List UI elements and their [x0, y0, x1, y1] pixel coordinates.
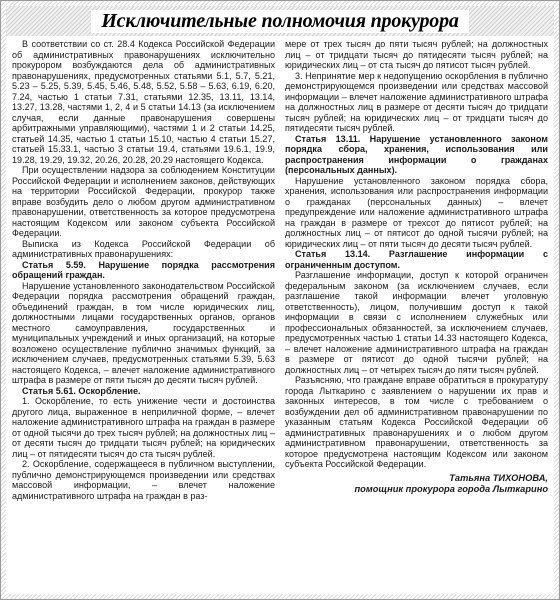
- section-heading: Статья 5.59. Нарушение порядка рассмотрения обращений граждан.: [12, 259, 275, 280]
- paragraph: В соответствии со ст. 28.4 Кодекса Российской Федерации об административных правонарушениях исключительно прокурором возбуждаются дела об административных правонарушениях, предусмотренных статьями 5.1, 5.7, 5.21, 5.23 – 5.25, 5.39, 5.45, 5.46, 5.48, 5.52, 5.58 – 5.63, 6.19, 6.20, 7.24, частью 1 статьи 7.31, статьями 12.35, 13.11, 13.14, 13.27, 13.28, частями 1, 2, 4 и 5 статьи 14.13 (за исключением случая, если данные правонарушения совершены арбитражными управляющими), частями 1 и 2 статьи 14.25, статьей 14.35, частью 1 статьи 15.10, частью 4 статьи 15.27, статьей 15.33.1, частью 3 статьи 19.4, статьями 19.6.1, 19.9, 19.28, 19.29, 19.32, 20.26, 20.28, 20.29 настоящего Кодекса.: [12, 39, 275, 165]
- paragraph: 2. Оскорбление, содержащееся в публичном выступлении, публично демонстрирующемся произведении или средствах массовой информации, – влечет наложение административного штрафа на граждан в раз-: [12, 459, 275, 501]
- paragraph: Нарушение установленного законодательством Российской Федерации порядка рассмотрения обращений граждан, объединений граждан, в том числе юридических лиц, должностными лицами государственных органов, органов местного самоуправления, государственных и муниципальных учреждений и иных организаций, на которые возложено осуществление публично значимых функций, за исключением случаев, предусмотренных статьями 5.39, 5.63 настоящего Кодекса, – влечет наложение административного штрафа в размере от пяти тысяч до десяти тысяч рублей.: [12, 280, 275, 385]
- article: [6, 6, 554, 594]
- signature: [285, 473, 548, 495]
- article-title: Исключительные полномочия прокурора: [91, 10, 468, 33]
- section-heading: Статья 13.14. Разглашение информации с ограниченным доступом.: [285, 249, 548, 270]
- title-bar: [6, 6, 554, 36]
- paragraph: Выписка из Кодекса Российской Федерации об административных правонарушениях:: [12, 238, 275, 259]
- section-heading: Статья 5.61. Оскорбление.: [22, 385, 141, 396]
- paragraph: мере от трех тысяч до пяти тысяч рублей; на должностных лиц – от тридцати тысяч до пятидесяти тысяч рублей; на юридических лиц – от ста тысяч до пятисот тысяч рублей.: [285, 39, 548, 70]
- paragraph: 1. Оскорбление, то есть унижение чести и достоинства другого лица, выраженное в неприличной форме, – влечет наложение административного штрафа на граждан в размере от одной тысячи до трех тысяч рублей; на должностных лиц – от десяти тысяч до тридцати тысяч рублей; на юридических лиц – от пятидесяти тысяч до ста тысяч рублей.: [12, 396, 275, 459]
- left-column: [12, 39, 275, 591]
- signature-role: помощник прокурора города Лыткарино: [354, 483, 548, 494]
- article-columns: [6, 36, 554, 591]
- paragraph: При осуществлении надзора за соблюдением Конституции Российской Федерации и исполнением законов, действующих на территории Российской Федерации, прокурор также вправе возбудить дело о любом другом административном правонарушении, ответственность за которое предусмотрена настоящим Кодексом или законом субъекта Российской Федерации.: [12, 165, 275, 238]
- paragraph: 3. Непринятие мер к недопущению оскорбления в публично демонстрирующемся произведении или средствах массовой информации – влечет наложение административного штрафа на должностных лиц в размере от десяти тысяч до тридцати тысяч рублей; на юридических лиц – от тридцати тысяч до пятидесяти тысяч рублей.: [285, 70, 548, 133]
- paragraph: Разглашение информации, доступ к которой ограничен федеральным законом (за исключением случаев, если разглашение такой информации влечет уголовную ответственность), лицом, получившим доступ к такой информации в связи с исполнением служебных или профессиональных обязанностей, за исключением случаев, предусмотренных частью 1 статьи 14.33 настоящего Кодекса, – влечет наложение административного штрафа на граждан в размере от пятисот до одной тысячи рублей; на должностных лиц – от четырех тысяч до пяти тысяч рублей.: [285, 270, 548, 375]
- right-column: [285, 39, 548, 591]
- signature-name: Татьяна ТИХОНОВА,: [449, 472, 548, 483]
- section-heading: Статья 13.11. Нарушение установленного законом порядка сбора, хранения, использования или распространения информации о гражданах (персональных данных).: [285, 133, 548, 175]
- paragraph: Нарушение установленного законом порядка сбора, хранения, использования или распространения информации о гражданах (персональных данных) – влечет предупреждение или наложение административного штрафа на граждан в размере от трехсот до пятисот рублей; на должностных лиц – от пятисот до одной тысячи рублей; на юридических лиц – от пяти тысяч до десяти тысяч рублей.: [285, 175, 548, 249]
- paragraph: Разъясняю, что граждане вправе обратиться в прокуратуру города Лыткарино с заявлением о нарушении их прав и законных интересов, в том числе с требованием о возбуждении дел об административном правонарушении по указанным статьям Кодекса Российской Федерации об административных правонарушениях и о любом другом административном правонарушении, ответственность за которое предусмотрена настоящим Кодексом или законом субъекта Российской Федерации.: [285, 375, 548, 469]
